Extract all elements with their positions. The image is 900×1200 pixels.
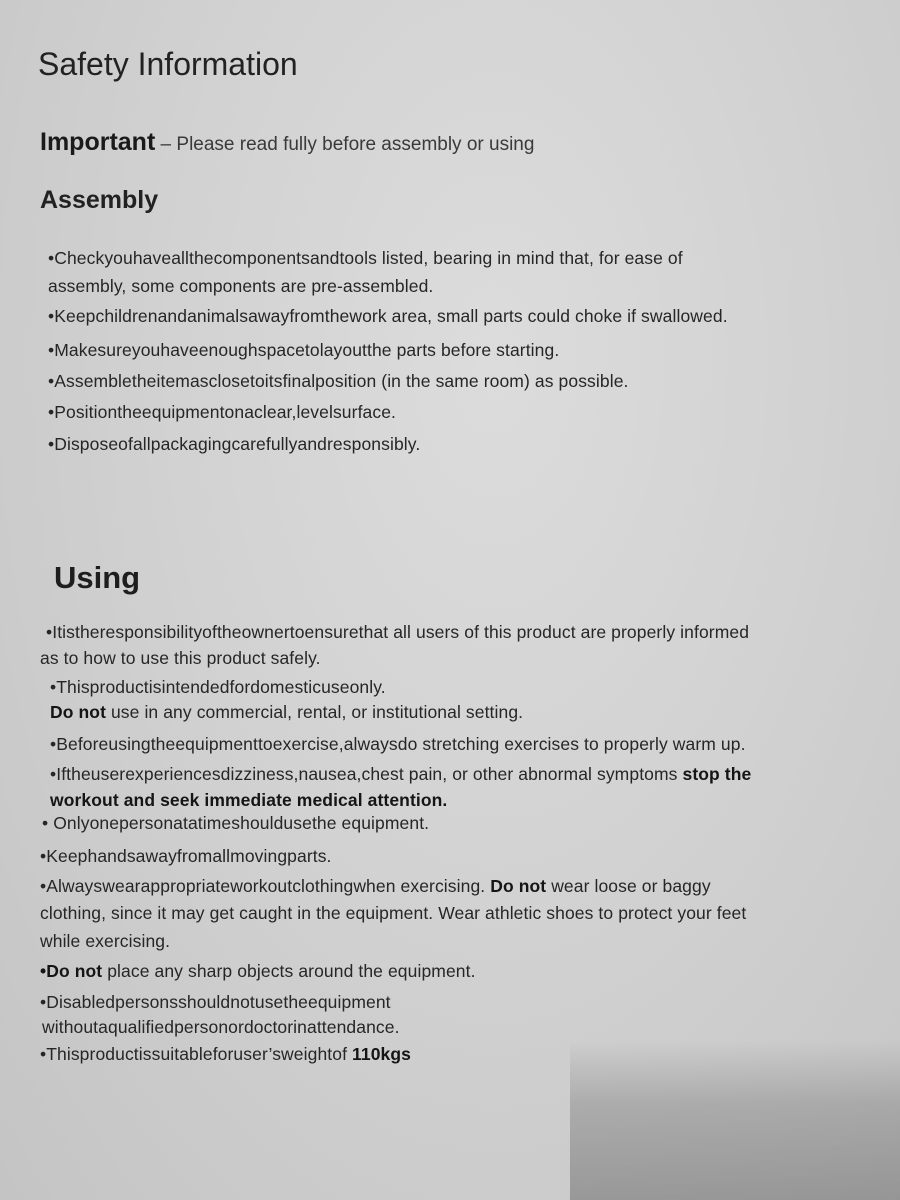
weight-limit: 110kgs xyxy=(352,1044,411,1064)
using-item xyxy=(40,961,476,982)
using-item-cont xyxy=(50,702,523,723)
do-not-text: Do not xyxy=(490,876,547,896)
shadow-area xyxy=(570,1040,900,1200)
using-item-cont: clothing, since it may get caught in the equipment. Wear athletic shoes to protect your feet xyxy=(40,903,747,923)
using-heading: Using xyxy=(54,560,141,595)
assembly-item: •Assembletheitemasclosetoitsfinalposition (in the same room) as possible. xyxy=(48,371,629,391)
important-notice xyxy=(40,128,534,157)
using-item-cont: while exercising. xyxy=(40,931,171,951)
using-item xyxy=(40,876,711,897)
using-item: •Beforeusingtheequipmenttoexercise,alwaysdo stretching exercises to properly warm up. xyxy=(50,734,746,754)
using-text: •Iftheuserexperiencesdizziness,nausea,chest pain, or other abnormal symptoms xyxy=(50,764,683,784)
warning-text: stop the xyxy=(682,764,752,784)
using-item: •Keephandsawayfromallmovingparts. xyxy=(40,846,332,866)
page-title: Safety Information xyxy=(38,46,298,82)
using-text: wear loose or baggy xyxy=(546,876,711,896)
assembly-item: •Makesureyouhaveenoughspacetolayoutthe parts before starting. xyxy=(48,340,560,360)
using-text: place any sharp objects around the equipment. xyxy=(102,961,476,981)
assembly-item-cont: assembly, some components are pre-assembled. xyxy=(48,276,434,296)
using-item: •Itistheresponsibilityoftheownertoensurethat all users of this product are properly informed xyxy=(46,622,750,642)
assembly-item: •Keepchildrenandanimalsawayfromthework area, small parts could choke if swallowed. xyxy=(48,306,728,326)
using-item xyxy=(50,764,751,785)
using-text: use in any commercial, rental, or institutional setting. xyxy=(106,702,524,722)
do-not-text: Do not xyxy=(50,702,106,722)
assembly-heading: Assembly xyxy=(40,186,159,214)
using-item-cont: withoutaqualifiedpersonordoctorinattendance. xyxy=(42,1017,400,1037)
do-not-text: •Do not xyxy=(40,961,103,981)
using-item: •Disabledpersonsshouldnotusetheequipment xyxy=(40,992,391,1012)
using-item: • Onlyonepersonatatimeshouldusethe equipment. xyxy=(42,813,430,833)
assembly-item: •Checkyouhaveallthecomponentsandtools listed, bearing in mind that, for ease of xyxy=(48,248,683,268)
using-item: •Thisproductisintendedfordomesticuseonly. xyxy=(50,677,386,697)
important-label: Important xyxy=(40,128,156,156)
warning-text: workout and seek immediate medical attention. xyxy=(50,790,448,810)
using-item-cont: as to how to use this product safely. xyxy=(40,648,321,668)
using-item xyxy=(40,1044,411,1065)
using-item-cont xyxy=(50,790,447,811)
assembly-item: •Disposeofallpackagingcarefullyandresponsibly. xyxy=(48,434,421,454)
using-text: •Alwayswearappropriateworkoutclothingwhen exercising. xyxy=(40,876,491,896)
important-text: – Please read fully before assembly or using xyxy=(155,134,535,155)
assembly-item: •Positiontheequipmentonaclear,levelsurface. xyxy=(48,402,397,422)
using-text: •Thisproductissuitableforuser’sweightof xyxy=(40,1044,352,1064)
